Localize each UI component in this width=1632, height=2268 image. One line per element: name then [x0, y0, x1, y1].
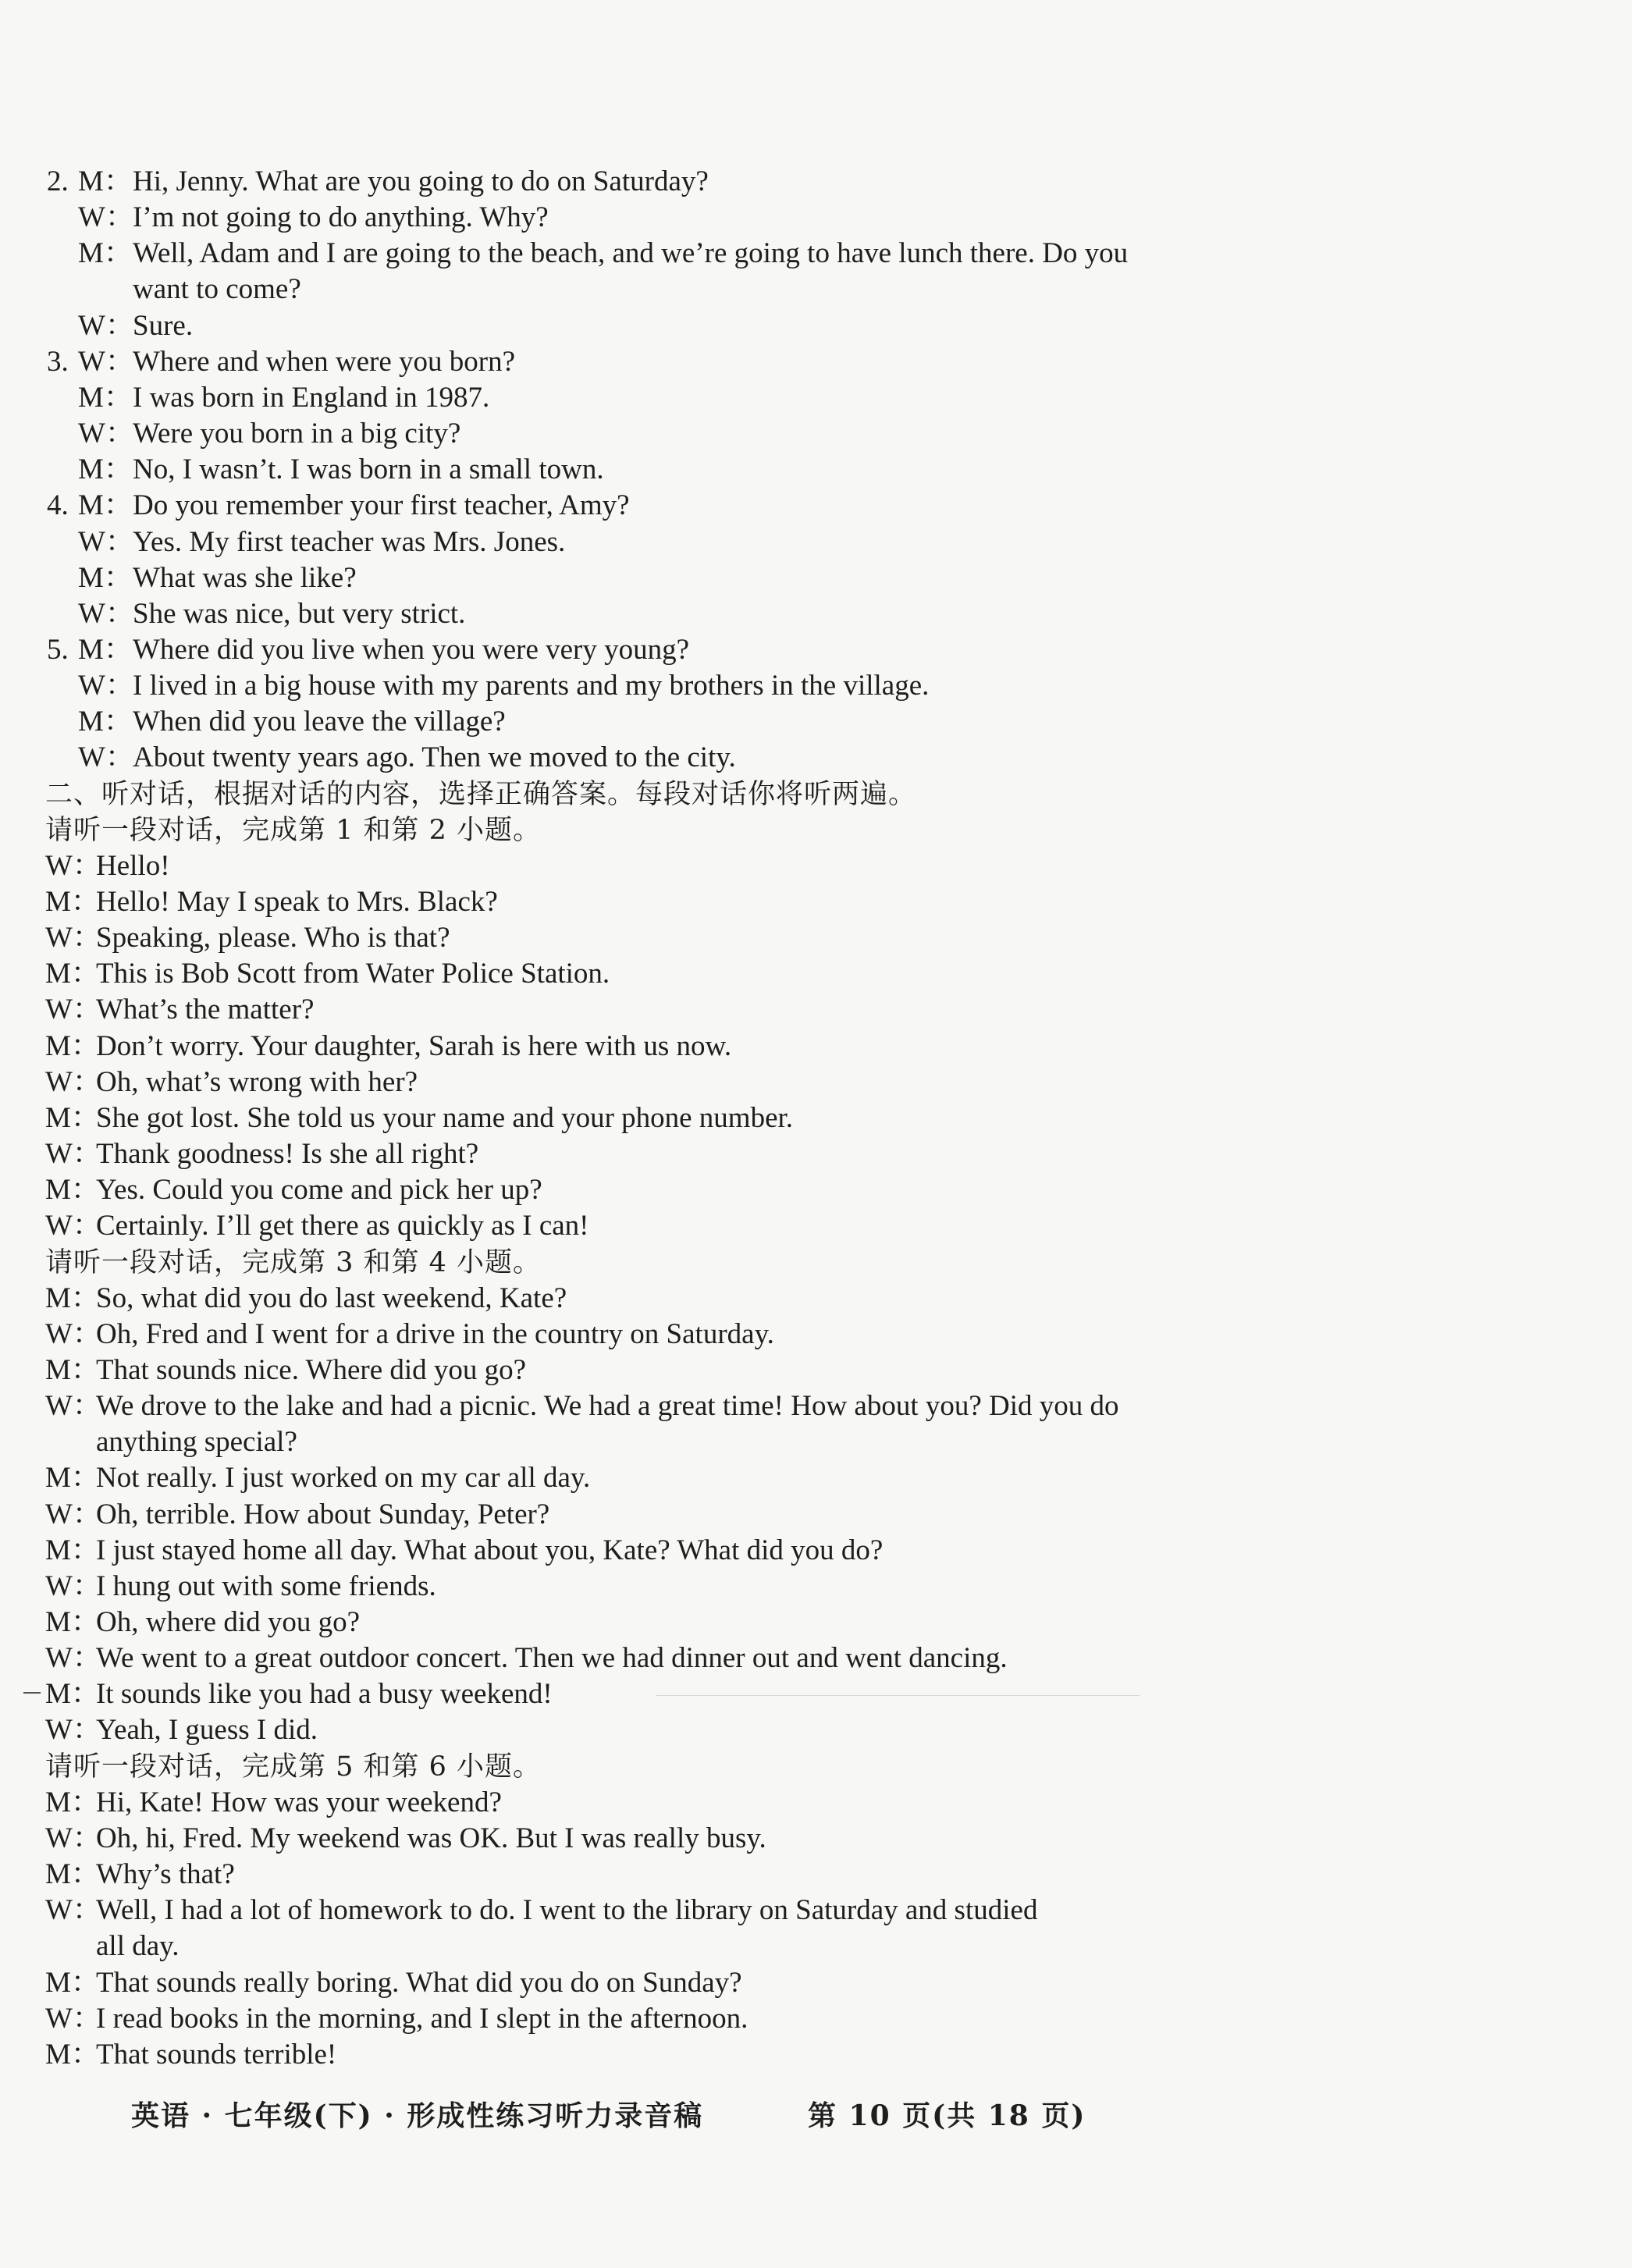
dialogue-line [0, 524, 1632, 560]
dialogue-line [0, 1172, 1632, 1208]
item-number: 4. [47, 489, 69, 521]
line-text: We went to a great outdoor concert. Then we had dinner out and went dancing. [96, 1642, 1008, 1674]
dialogue-line [0, 452, 1632, 488]
speaker-label: M： [45, 1282, 100, 1314]
speaker-label: W： [45, 1714, 101, 1746]
line-text: Yes. Could you come and pick her up? [96, 1174, 542, 1206]
dialogue-line [0, 992, 1632, 1028]
dialogue-line [0, 488, 1632, 524]
speaker-label: W： [45, 850, 101, 882]
speaker-label: W： [45, 1138, 101, 1170]
dialogue-line [0, 668, 1632, 704]
line-text: I hung out with some friends. [96, 1570, 436, 1602]
dialogue-line [0, 1497, 1632, 1533]
dialogue-line [0, 596, 1632, 632]
line-text: I lived in a big house with my parents and my brothers in the village. [133, 670, 930, 702]
dialogue-line [0, 1317, 1632, 1353]
speaker-label: W： [78, 526, 134, 558]
dialogue-line [0, 1388, 1632, 1424]
line-text: Sure. [133, 310, 194, 342]
page-number: 第 10 页(共 18 页) [808, 2099, 1086, 2132]
speaker-label: M： [78, 382, 133, 414]
dialogue-line [0, 848, 1632, 884]
dialogue-instruction [0, 812, 1632, 848]
footer-title: 英语 · 七年级(下) · 形成性练习听力录音稿 [131, 2099, 704, 2132]
line-text: Where and when were you born? [133, 346, 516, 378]
heading-text: 二、听对话，根据对话的内容，选择正确答案。每段对话你将听两遍。 [45, 779, 917, 810]
dialogue-line [0, 272, 1632, 307]
dialogue-line [0, 884, 1632, 920]
dialogue-line [0, 1569, 1632, 1605]
line-text: Thank goodness! Is she all right? [96, 1138, 479, 1170]
speaker-label: W： [45, 2003, 101, 2035]
line-text: Certainly. I’ll get there as quickly as I can! [96, 1210, 589, 1242]
line-text: Don’t worry. Your daughter, Sarah is here with us now. [96, 1030, 732, 1062]
line-text: This is Bob Scott from Water Police Station. [96, 958, 610, 990]
line-text: Where did you live when you were very young? [133, 634, 690, 666]
dialogue-line [0, 1965, 1632, 2001]
line-text: Yeah, I guess I did. [96, 1714, 318, 1746]
line-text: She got lost. She told us your name and your phone number. [96, 1102, 794, 1134]
line-text: Yes. My first teacher was Mrs. Jones. [133, 526, 566, 558]
speaker-label: M： [45, 1354, 100, 1386]
dialogue-line [0, 344, 1632, 380]
speaker-label: W： [78, 310, 134, 342]
line-text: We drove to the lake and had a picnic. We had a great time! How about you? Did you do [96, 1390, 1119, 1422]
speaker-label: M： [78, 706, 133, 738]
speaker-label: W： [45, 1210, 101, 1242]
speaker-label: W： [45, 1822, 101, 1854]
dialogue-line [0, 164, 1632, 200]
speaker-label: W： [45, 1570, 101, 1602]
speaker-label: W： [78, 598, 134, 630]
dialogue-line [0, 236, 1632, 272]
speaker-label: M： [78, 489, 133, 521]
line-text: That sounds terrible! [96, 2039, 337, 2071]
line-text: That sounds nice. Where did you go? [96, 1354, 527, 1386]
speaker-label: W： [45, 1066, 101, 1098]
dialogue-line [0, 200, 1632, 236]
speaker-label: M： [45, 1030, 100, 1062]
heading-text: 请听一段对话，完成第 1 和第 2 小题。 [45, 815, 542, 846]
line-text: I’m not going to do anything. Why? [133, 201, 549, 233]
speaker-label: W： [45, 994, 101, 1026]
speaker-label: M： [45, 1174, 100, 1206]
page-footer [0, 2096, 1632, 2135]
speaker-label: M： [45, 1102, 100, 1134]
line-text: Why’s that? [96, 1858, 235, 1890]
line-text: Well, I had a lot of homework to do. I went to the library on Saturday and studied [96, 1894, 1038, 1926]
item-number: 5. [47, 634, 69, 666]
dialogue-line [0, 1929, 1632, 1964]
line-text: all day. [96, 1930, 180, 1962]
dialogue-line [0, 560, 1632, 596]
dialogue-line [0, 380, 1632, 416]
speaker-label: M： [45, 886, 100, 918]
speaker-label: M： [45, 1678, 100, 1710]
dialogue-instruction [0, 1749, 1632, 1785]
line-text: Hello! May I speak to Mrs. Black? [96, 886, 498, 918]
dialogue-line [0, 1785, 1632, 1821]
dialogue-line [0, 1641, 1632, 1676]
dialogue-line [0, 1605, 1632, 1641]
dialogue-line [0, 1353, 1632, 1388]
dialogue-line [0, 1136, 1632, 1172]
line-text: Not really. I just worked on my car all day. [96, 1462, 591, 1494]
dialogue-line [0, 1712, 1632, 1748]
dialogue-line [0, 1100, 1632, 1136]
dialogue-line [0, 308, 1632, 344]
line-text: Oh, terrible. How about Sunday, Peter? [96, 1498, 550, 1530]
speaker-label: W： [78, 418, 134, 450]
speaker-label: W： [45, 1498, 101, 1530]
dialogue-line [0, 704, 1632, 740]
dialogue-line [0, 1821, 1632, 1857]
speaker-label: M： [45, 1606, 100, 1638]
speaker-label: M： [78, 165, 133, 197]
line-text: Oh, hi, Fred. My weekend was OK. But I was really busy. [96, 1822, 766, 1854]
dialogue-line [0, 416, 1632, 452]
dialogue-line [0, 1208, 1632, 1244]
line-text: anything special? [96, 1426, 297, 1458]
scan-mark [656, 1695, 1140, 1696]
line-text: Do you remember your first teacher, Amy? [133, 489, 630, 521]
dialogue-line [0, 1460, 1632, 1496]
line-text: Speaking, please. Who is that? [96, 922, 450, 954]
line-text: What was she like? [133, 562, 357, 594]
line-text: Well, Adam and I are going to the beach, and we’re going to have lunch there. Do you [133, 237, 1129, 269]
item-number: 3. [47, 346, 69, 378]
speaker-label: M： [45, 2039, 100, 2071]
speaker-label: W： [45, 922, 101, 954]
line-text: No, I wasn’t. I was born in a small town. [133, 453, 604, 485]
speaker-label: M： [78, 562, 133, 594]
speaker-label: M： [45, 1534, 100, 1566]
dialogue-line [0, 1533, 1632, 1569]
dialogue-line [0, 1029, 1632, 1065]
line-text: Were you born in a big city? [133, 418, 461, 450]
dialogue-line [0, 1424, 1632, 1460]
line-text: She was nice, but very strict. [133, 598, 466, 630]
line-text: So, what did you do last weekend, Kate? [96, 1282, 567, 1314]
dialogue-line [0, 632, 1632, 668]
dialogue-line [0, 920, 1632, 956]
scan-mark [23, 1692, 41, 1694]
speaker-label: M： [45, 1967, 100, 1999]
line-text: It sounds like you had a busy weekend! [96, 1678, 553, 1710]
section-heading [0, 777, 1632, 812]
speaker-label: M： [45, 1786, 100, 1818]
line-text: About twenty years ago. Then we moved to the city. [133, 741, 736, 773]
speaker-label: M： [78, 237, 133, 269]
heading-text: 请听一段对话，完成第 3 和第 4 小题。 [45, 1247, 542, 1278]
dialogue-line [0, 740, 1632, 776]
line-text: That sounds really boring. What did you do on Sunday? [96, 1967, 742, 1999]
dialogue-line [0, 2037, 1632, 2073]
dialogue-line [0, 956, 1632, 992]
speaker-label: M： [45, 1462, 100, 1494]
line-text: want to come? [133, 273, 301, 305]
line-text: Oh, where did you go? [96, 1606, 361, 1638]
heading-text: 请听一段对话，完成第 5 和第 6 小题。 [45, 1751, 542, 1783]
line-text: Hello! [96, 850, 170, 882]
dialogue-instruction [0, 1245, 1632, 1281]
line-text: I read books in the morning, and I slept in the afternoon. [96, 2003, 748, 2035]
speaker-label: W： [45, 1642, 101, 1674]
line-text: Oh, Fred and I went for a drive in the country on Saturday. [96, 1318, 774, 1350]
dialogue-line [0, 1281, 1632, 1317]
dialogue-line [0, 1893, 1632, 1929]
line-text: I just stayed home all day. What about you, Kate? What did you do? [96, 1534, 884, 1566]
speaker-label: W： [45, 1894, 101, 1926]
line-text: Oh, what’s wrong with her? [96, 1066, 418, 1098]
speaker-label: W： [45, 1390, 101, 1422]
speaker-label: M： [45, 958, 100, 990]
speaker-label: W： [78, 741, 134, 773]
dialogue-line [0, 1857, 1632, 1893]
speaker-label: M： [45, 1858, 100, 1890]
line-text: Hi, Kate! How was your weekend? [96, 1786, 502, 1818]
speaker-label: W： [45, 1318, 101, 1350]
speaker-label: M： [78, 453, 133, 485]
dialogue-line [0, 1065, 1632, 1100]
line-text: What’s the matter? [96, 994, 315, 1026]
line-text: I was born in England in 1987. [133, 382, 490, 414]
speaker-label: M： [78, 634, 133, 666]
speaker-label: W： [78, 201, 134, 233]
line-text: Hi, Jenny. What are you going to do on Saturday? [133, 165, 709, 197]
speaker-label: W： [78, 670, 134, 702]
dialogue-line [0, 2001, 1632, 2037]
dialogue-line [0, 1676, 1632, 1712]
speaker-label: W： [78, 346, 134, 378]
line-text: When did you leave the village? [133, 706, 506, 738]
item-number: 2. [47, 165, 69, 197]
